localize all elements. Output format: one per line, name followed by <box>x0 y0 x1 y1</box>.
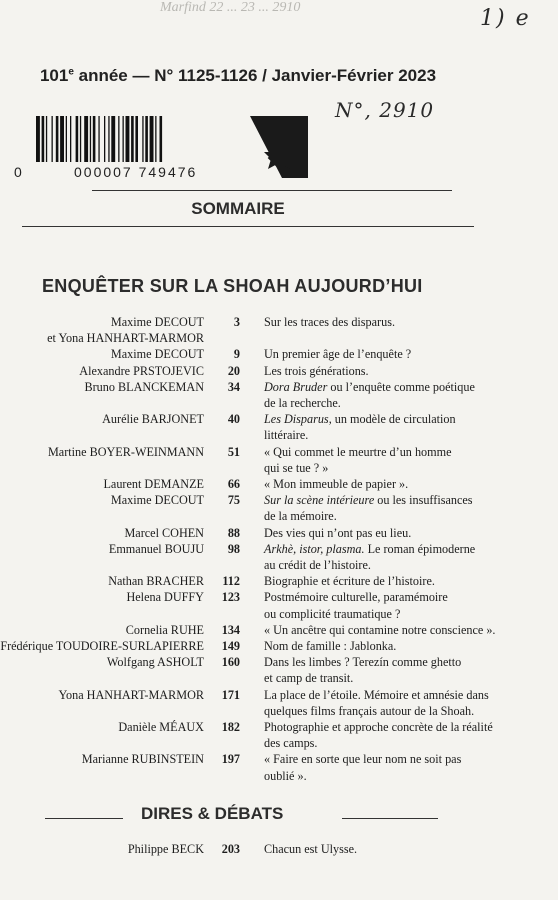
toc-author-line: Maxime DECOUT <box>110 315 204 329</box>
toc-page-number: 9 <box>233 347 240 362</box>
toc-title <box>264 379 494 411</box>
toc-page-number: 182 <box>221 720 240 734</box>
toc-title <box>264 841 494 857</box>
toc-author <box>0 638 204 654</box>
toc-title-segment: Les trois générations. <box>264 363 369 378</box>
toc-author-line: Marianne RUBINSTEIN <box>81 752 204 767</box>
toc-author <box>102 411 204 427</box>
toc-title-line <box>264 363 494 379</box>
sommaire-heading: SOMMAIRE <box>191 199 285 218</box>
toc-title-segment: Des vies qui n’ont pas eu lieu. <box>264 525 412 540</box>
toc-author-line: et Yona HANHART-MARMOR <box>47 331 204 346</box>
toc-page-number: 171 <box>221 687 240 702</box>
toc-page-number: 66 <box>227 477 240 491</box>
toc-title-segment: Arkhè, istor, plasma. <box>264 541 365 556</box>
handwritten-reference: N°, 2910 <box>335 98 435 122</box>
toc-author-line: Frédérique TOUDOIRE-SURLAPIERRE <box>0 639 204 653</box>
toc-title <box>264 687 494 719</box>
toc-title-line <box>264 735 494 751</box>
toc-author <box>111 492 204 508</box>
section-heading-dires-debats: DIRES & DÉBATS <box>141 804 284 823</box>
faint-bleedthrough-text: Marfind 22 ... 23 ... 2910 <box>160 0 301 15</box>
toc-author <box>107 654 204 670</box>
issue-ordinal: e <box>68 66 74 78</box>
toc-title <box>264 719 494 751</box>
toc-title-segment: Dans les limbes ? Terezín comme ghetto <box>264 655 462 670</box>
toc-title <box>264 492 494 524</box>
toc-title-line <box>264 703 494 719</box>
toc-title-segment: , un modèle de circulation <box>328 412 456 427</box>
toc-page-number: 160 <box>221 655 240 670</box>
toc-title-line <box>264 395 494 411</box>
toc-title-segment: « Mon immeuble de papier ». <box>264 477 409 491</box>
toc-author-line: Bruno BLANCKEMAN <box>84 379 204 394</box>
toc-title-line <box>264 670 494 686</box>
toc-author-line: Emmanuel BOUJU <box>108 541 204 556</box>
toc-page-number: 3 <box>233 315 240 329</box>
toc-author <box>126 622 204 638</box>
toc-author <box>82 751 204 767</box>
toc-page-number: 98 <box>227 541 240 556</box>
toc-author-line: Philippe BECK <box>127 842 204 856</box>
toc-title-line <box>264 573 494 589</box>
toc-page-number: 203 <box>221 842 240 856</box>
toc-page-number: 40 <box>227 412 240 427</box>
toc-title-line <box>264 654 494 670</box>
toc-title-segment: Le roman épimoderne <box>364 541 476 556</box>
divider <box>92 190 452 191</box>
toc-title-line <box>264 411 494 427</box>
toc-title-line <box>264 768 494 784</box>
toc-title-line <box>264 841 494 857</box>
toc-author <box>47 314 204 346</box>
toc-author-line: Danièle MÉAUX <box>118 720 204 734</box>
toc-title <box>264 654 494 686</box>
toc-author <box>109 541 204 557</box>
toc-author <box>79 363 204 379</box>
toc-title-segment: « Qui commet le meurtre d’un homme <box>264 444 452 459</box>
toc-title <box>264 346 494 362</box>
toc-author <box>108 573 204 589</box>
toc-title-line <box>264 719 494 735</box>
toc-title-segment: oublié ». <box>264 768 307 783</box>
issue-details: année — N° 1125-1126 / Janvier-Février 2023 <box>73 66 437 85</box>
toc-title <box>264 638 494 654</box>
toc-title-segment: et camp de transit. <box>264 671 354 686</box>
divider <box>45 818 123 819</box>
toc-title-line <box>264 492 494 508</box>
toc-author-line: Wolfgang ASHOLT <box>106 655 204 670</box>
toc-title-line <box>264 427 494 443</box>
toc-title-segment: littéraire. <box>264 428 309 443</box>
issue-header <box>0 66 476 86</box>
toc-author <box>58 687 204 703</box>
toc-title-segment: Les Disparus <box>264 412 329 427</box>
toc-title-segment: « Un ancêtre qui contamine notre conscience ». <box>264 622 496 637</box>
toc-title-line <box>264 638 494 654</box>
toc-author <box>84 379 204 395</box>
toc-title-segment: au crédit de l’histoire. <box>264 558 371 572</box>
toc-title <box>264 314 494 330</box>
toc-title-segment: ou les insuffisances <box>374 493 473 508</box>
toc-title-segment: Nom de famille : Jablonka. <box>264 639 397 653</box>
divider <box>342 818 438 819</box>
toc-title-segment: quelques films français autour de la Shoah. <box>264 703 475 718</box>
toc-author-line: Martine BOYER-WEINMANN <box>47 444 204 459</box>
toc-title-segment: Postmémoire culturelle, paramémoire <box>264 590 448 605</box>
toc-title-segment: Sur les traces des disparus. <box>264 315 395 329</box>
toc-author-line: Aurélie BARJONET <box>102 412 204 427</box>
issue-number: 101 <box>39 66 69 85</box>
toc-title-segment: Sur la scène intérieure <box>264 493 375 508</box>
toc-title <box>264 411 494 443</box>
divider <box>22 226 474 227</box>
toc-page-number: 51 <box>227 444 240 459</box>
toc-title <box>264 525 494 541</box>
toc-author <box>118 719 204 735</box>
toc-author <box>111 346 204 362</box>
toc-title-line <box>264 589 494 605</box>
toc-title <box>264 476 494 492</box>
toc-author <box>124 525 204 541</box>
section-heading-enqueter: ENQUÊTER SUR LA SHOAH AUJOURD’HUI <box>42 276 423 296</box>
barcode-digit: 0 <box>14 164 24 180</box>
toc-title-line <box>264 314 494 330</box>
toc-author-line: Alexandre PRSTOJEVIC <box>79 363 204 378</box>
toc-page-number: 112 <box>222 574 240 589</box>
toc-title <box>264 622 494 638</box>
toc-author-line: Laurent DEMANZE <box>103 477 204 491</box>
toc-author <box>126 589 204 605</box>
toc-page-number: 75 <box>227 493 240 508</box>
toc-author <box>128 841 204 857</box>
toc-title-segment: qui se tue ? » <box>264 460 329 475</box>
toc-title-segment: de la mémoire. <box>264 509 337 524</box>
toc-title-line <box>264 525 494 541</box>
toc-title-line <box>264 508 494 524</box>
toc-author-line: Nathan BRACHER <box>108 574 204 589</box>
toc-title <box>264 589 494 621</box>
toc-title-line <box>264 460 494 476</box>
toc-title-line <box>264 557 494 573</box>
toc-title-segment: La place de l’étoile. Mémoire et amnésie dans <box>264 687 489 702</box>
toc-title-line <box>264 444 494 460</box>
toc-title <box>264 573 494 589</box>
toc-title-segment: Un premier âge de l’enquête ? <box>264 347 412 362</box>
toc-page-number: 20 <box>227 363 240 378</box>
toc-title-segment: « Faire en sorte que leur nom ne soit pas <box>264 752 462 767</box>
toc-title-segment: Biographie et écriture de l’histoire. <box>264 574 435 589</box>
toc-title-segment: ou complicité traumatique ? <box>264 606 401 621</box>
toc-title-line <box>264 687 494 703</box>
toc-author <box>48 444 204 460</box>
toc-title-segment: ou l’enquête comme poétique <box>327 379 475 394</box>
toc-title-line <box>264 476 494 492</box>
toc-title-segment: Photographie et approche concrète de la réalité <box>264 720 493 734</box>
toc-title-line <box>264 606 494 622</box>
toc-title-line <box>264 751 494 767</box>
toc-title <box>264 363 494 379</box>
toc-author <box>103 476 204 492</box>
toc-title-segment: des camps. <box>264 736 318 751</box>
toc-page-number: 134 <box>221 622 240 637</box>
toc-title-line <box>264 346 494 362</box>
toc-page-number: 88 <box>227 525 240 540</box>
barcode-number: 000007 749476 <box>74 164 198 180</box>
toc-title-segment: Dora Bruder <box>264 379 328 394</box>
toc-title <box>264 751 494 783</box>
toc-page-number: 149 <box>221 639 240 653</box>
toc-page-number: 34 <box>227 379 240 394</box>
toc-author-line: Marcel COHEN <box>124 525 204 540</box>
toc-page-number: 123 <box>221 590 240 605</box>
toc-author-line: Helena DUFFY <box>126 590 204 605</box>
toc-title <box>264 541 494 573</box>
toc-title-line <box>264 379 494 395</box>
toc-title-line <box>264 541 494 557</box>
toc-title-segment: Chacun est Ulysse. <box>264 842 358 856</box>
handwritten-annotation: 1) e <box>480 6 531 31</box>
toc-author-line: Maxime DECOUT <box>110 347 204 362</box>
toc-author-line: Cornelia RUHE <box>125 622 204 637</box>
toc-title-line <box>264 622 494 638</box>
toc-author-line: Maxime DECOUT <box>110 493 204 508</box>
toc-title-segment: de la recherche. <box>264 396 341 410</box>
toc-page-number: 197 <box>221 752 240 767</box>
toc-author-line: Yona HANHART-MARMOR <box>58 687 204 702</box>
toc-title <box>264 444 494 476</box>
